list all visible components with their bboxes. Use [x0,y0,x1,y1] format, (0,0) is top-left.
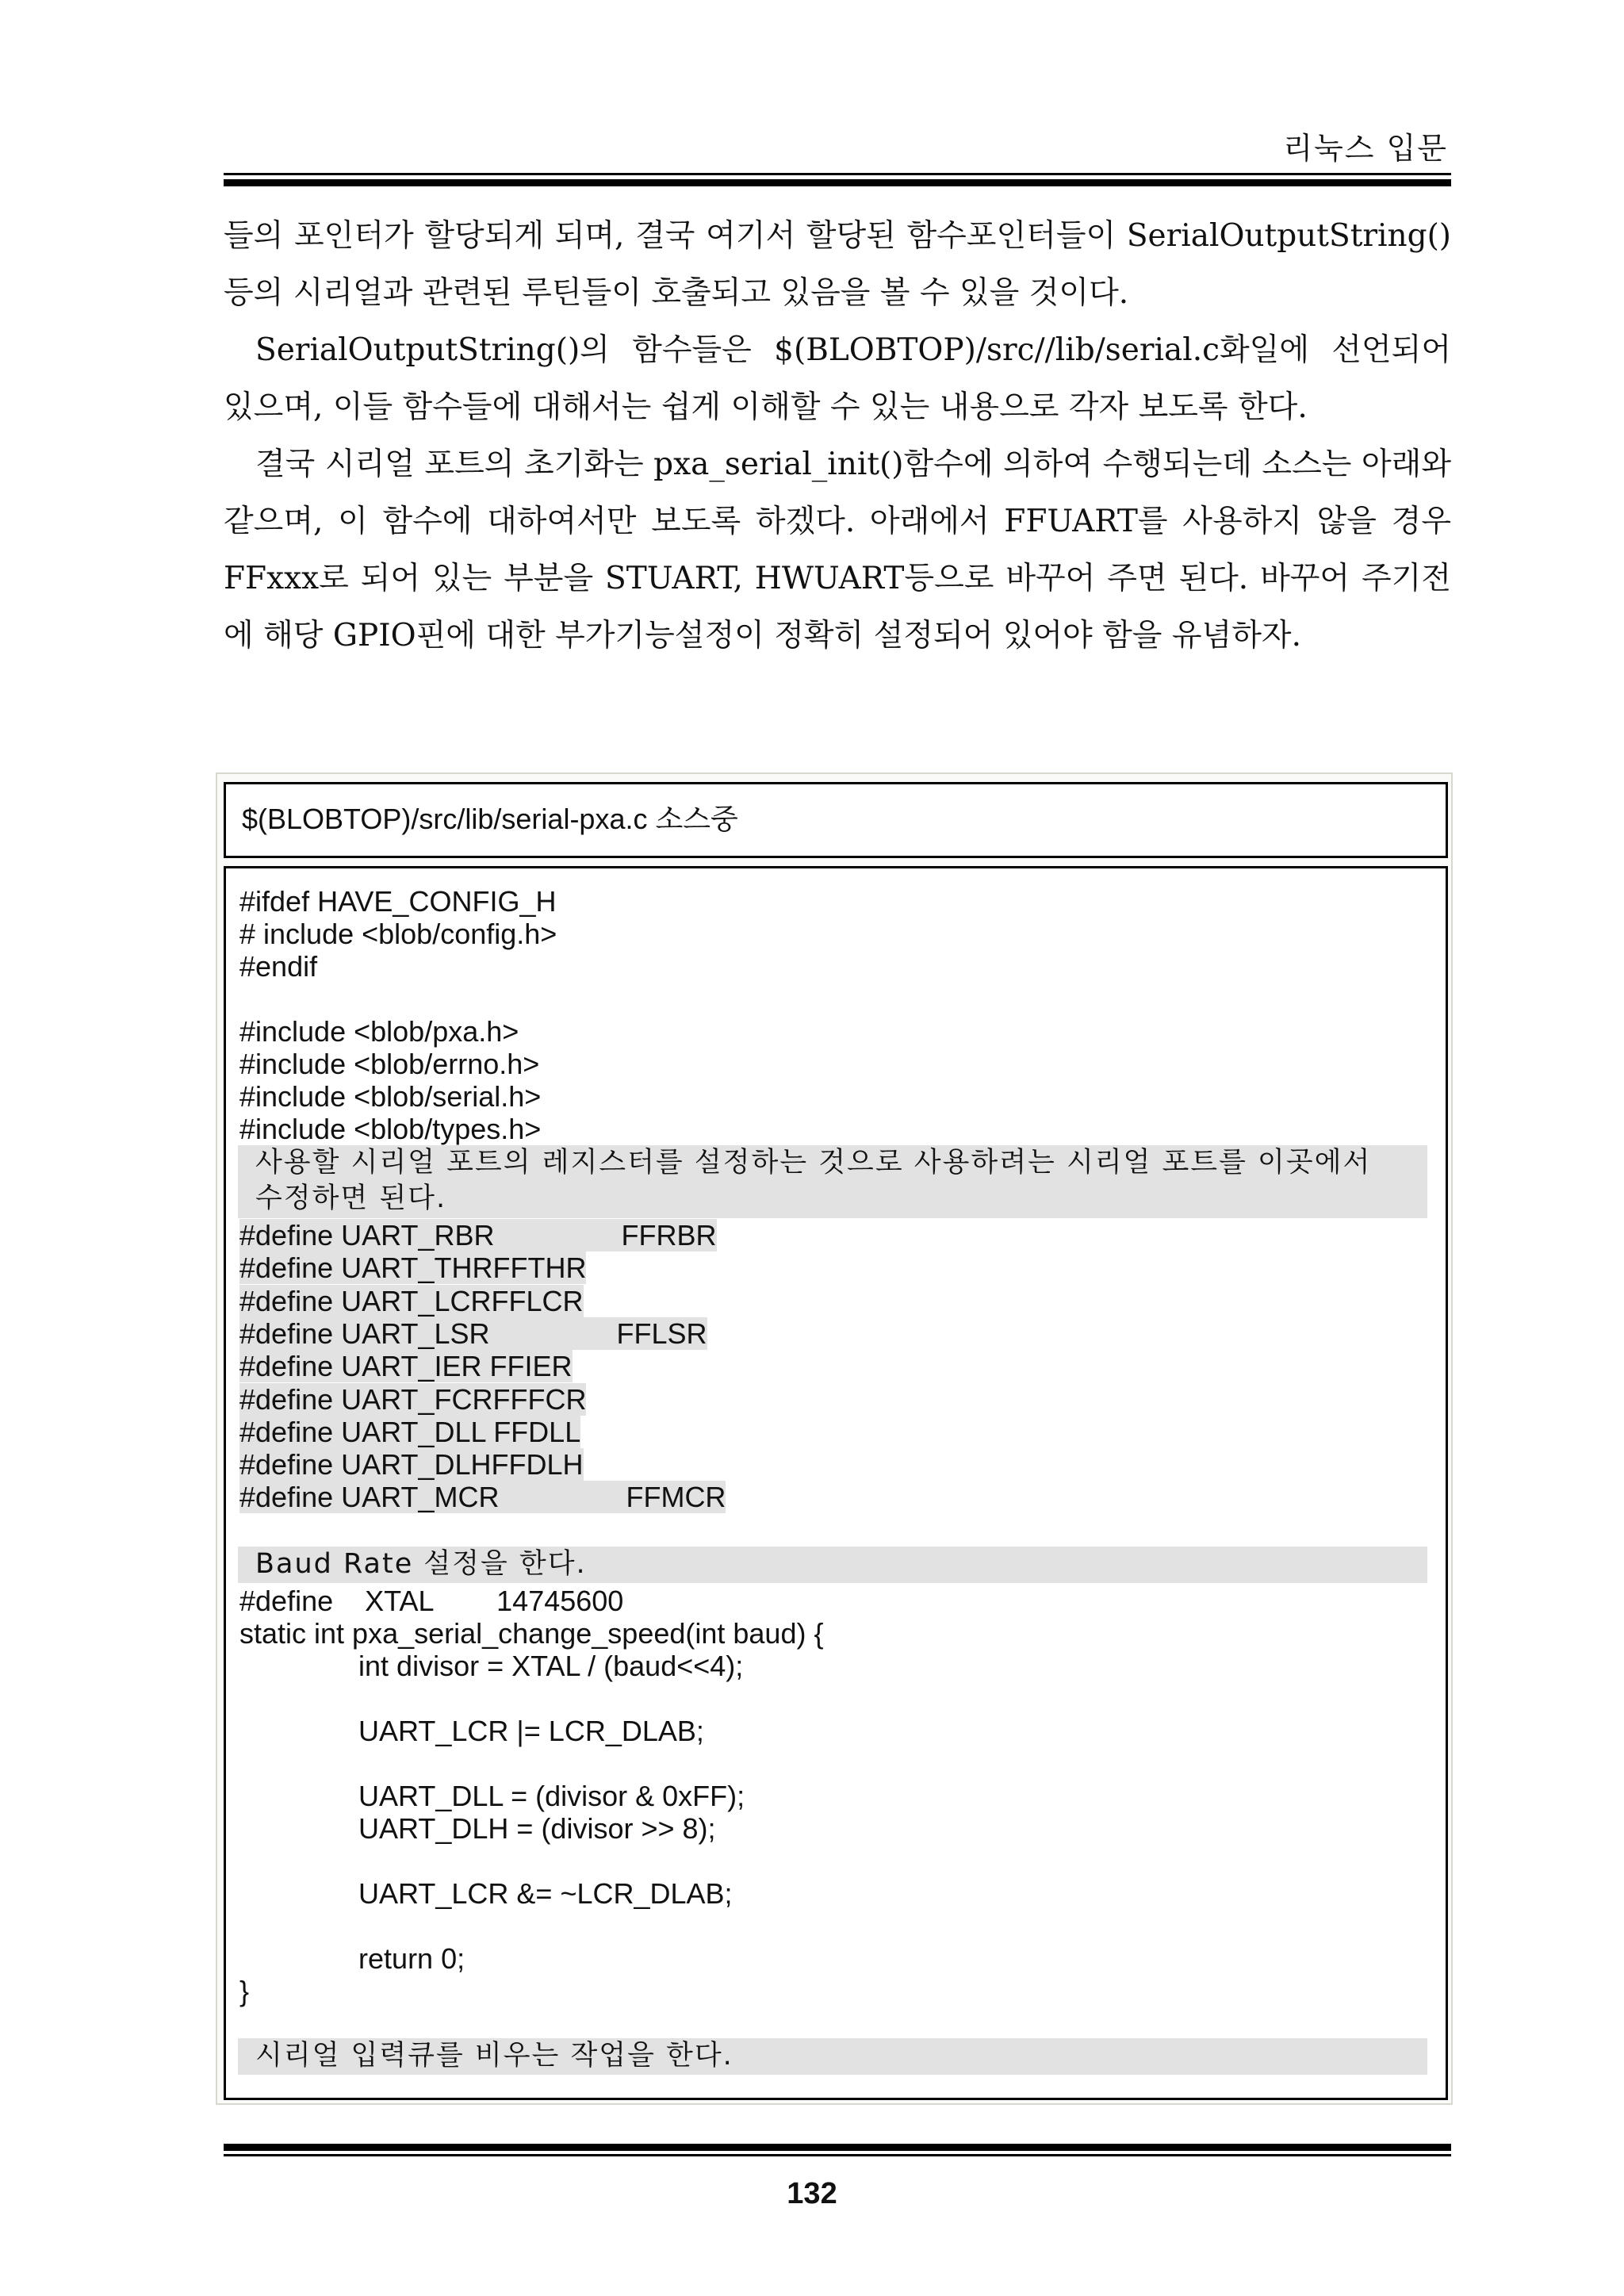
code-line: #ifdef HAVE_CONFIG_H [239,885,557,918]
define-value: FFMCR [626,1481,726,1513]
define-line [239,1350,573,1382]
code-line: #include <blob/serial.h> [239,1080,542,1113]
code-line: static int pxa_serial_change_speed(int baud) { [239,1617,824,1650]
body-text [224,208,1451,665]
code-line: # include <blob/config.h> [239,918,557,950]
define-highlight [239,1448,584,1481]
define-highlight [239,1481,726,1513]
code-line: UART_LCR &= ~LCR_DLAB; [239,1877,733,1910]
define-value: FFRBR [621,1219,717,1251]
code-line: #include <blob/errno.h> [239,1048,540,1080]
running-header: 리눅스 입문 [1283,131,1448,166]
define-name: #define UART_IER [239,1350,490,1382]
define-name: #define UART_LSR [239,1317,490,1350]
footer-rule-thin [224,2154,1451,2156]
code-comment [238,1145,1427,1218]
define-line [239,1448,584,1481]
page-number: 132 [787,2177,837,2210]
define-value: FFDLH [491,1448,584,1481]
code-line: } [239,1975,250,2007]
code-line: UART_DLL = (divisor & 0xFF); [239,1780,745,1812]
define-highlight [239,1251,586,1284]
code-line: #endif [239,950,318,983]
code-line: return 0; [239,1942,465,1975]
define-name: #define UART_THR [239,1251,493,1284]
code-line: #include <blob/pxa.h> [239,1015,519,1048]
define-line [239,1481,726,1513]
define-highlight [239,1317,707,1350]
paragraph: SerialOutputString()의 함수들은 $(BLOBTOP)/src//lib/serial.c화일에 선언되어 있으며, 이들 함수들에 대해서는 쉽게 이해할 수 있는 내용으로 각자 보도록 한다. [224,332,1451,425]
define-value: FFLSR [616,1317,707,1350]
define-name: #define UART_DLH [239,1448,492,1481]
define-name: #define UART_RBR [239,1219,495,1251]
define-line [239,1251,586,1284]
code-comment [238,2038,1427,2075]
define-name: #define UART_DLL [239,1416,494,1448]
define-highlight [239,1383,586,1416]
code-comment-line: 수정하면 된다. [255,1182,447,1214]
code-line: #define XTAL 14745600 [239,1585,624,1617]
define-line [239,1285,584,1317]
header-rule-thick [224,179,1451,186]
code-comment-line: 사용할 시리얼 포트의 레지스터를 설정하는 것으로 사용하려는 시리얼 포트를 이곳에서 [255,1147,1372,1179]
define-name: #define UART_LCR [239,1285,492,1317]
code-comment [238,1547,1427,1583]
define-value: FFIER [489,1350,573,1382]
code-line: UART_DLH = (divisor >> 8); [239,1812,716,1845]
define-line [239,1219,717,1251]
define-highlight [239,1416,580,1448]
define-line [239,1416,580,1448]
define-line [239,1383,586,1416]
define-highlight [239,1285,584,1317]
define-value: FFLCR [491,1285,584,1317]
code-comment-line: Baud Rate 설정을 한다. [255,1548,587,1580]
code-line: #include <blob/types.h> [239,1113,542,1145]
define-line [239,1317,707,1350]
define-name: #define UART_MCR [239,1481,500,1513]
code-title: $(BLOBTOP)/src/lib/serial-pxa.c 소스중 [224,782,1448,858]
define-highlight [239,1219,717,1251]
define-value: FFTHR [492,1251,587,1284]
paragraph: 들의 포인터가 할당되게 되며, 결국 여기서 할당된 함수포인터들이 SerialOutputString()등의 시리얼과 관련된 루틴들이 호출되고 있음을 볼 수 있을 것이다. [224,218,1451,311]
paragraph: 결국 시리얼 포트의 초기화는 pxa_serial_init()함수에 의하여 수행되는데 소스는 아래와 같으며, 이 함수에 대하여서만 보도록 하겠다. 아래에서 FFUART를 사용하지 않을 경우 FFxxx로 되어 있는 부분을 STUART, HWUART등으로 바꾸어 주면 된다. 바꾸어 주기전에 해당 GPIO핀에 대한 부가기능설정이 정확히 설정되어 있어야 함을 유념하자. [224,447,1451,654]
code-line: int divisor = XTAL / (baud<<4); [239,1650,744,1682]
code-comment-line: 시리얼 입력큐를 비우는 작업을 한다. [255,2040,733,2072]
define-value: FFFCR [492,1383,587,1416]
define-highlight [239,1350,573,1382]
code-line: UART_LCR |= LCR_DLAB; [239,1715,704,1747]
define-name: #define UART_FCR [239,1383,493,1416]
header-rule-thin [224,173,1451,175]
footer-rule-thick [224,2144,1451,2151]
define-value: FFDLL [493,1416,581,1448]
